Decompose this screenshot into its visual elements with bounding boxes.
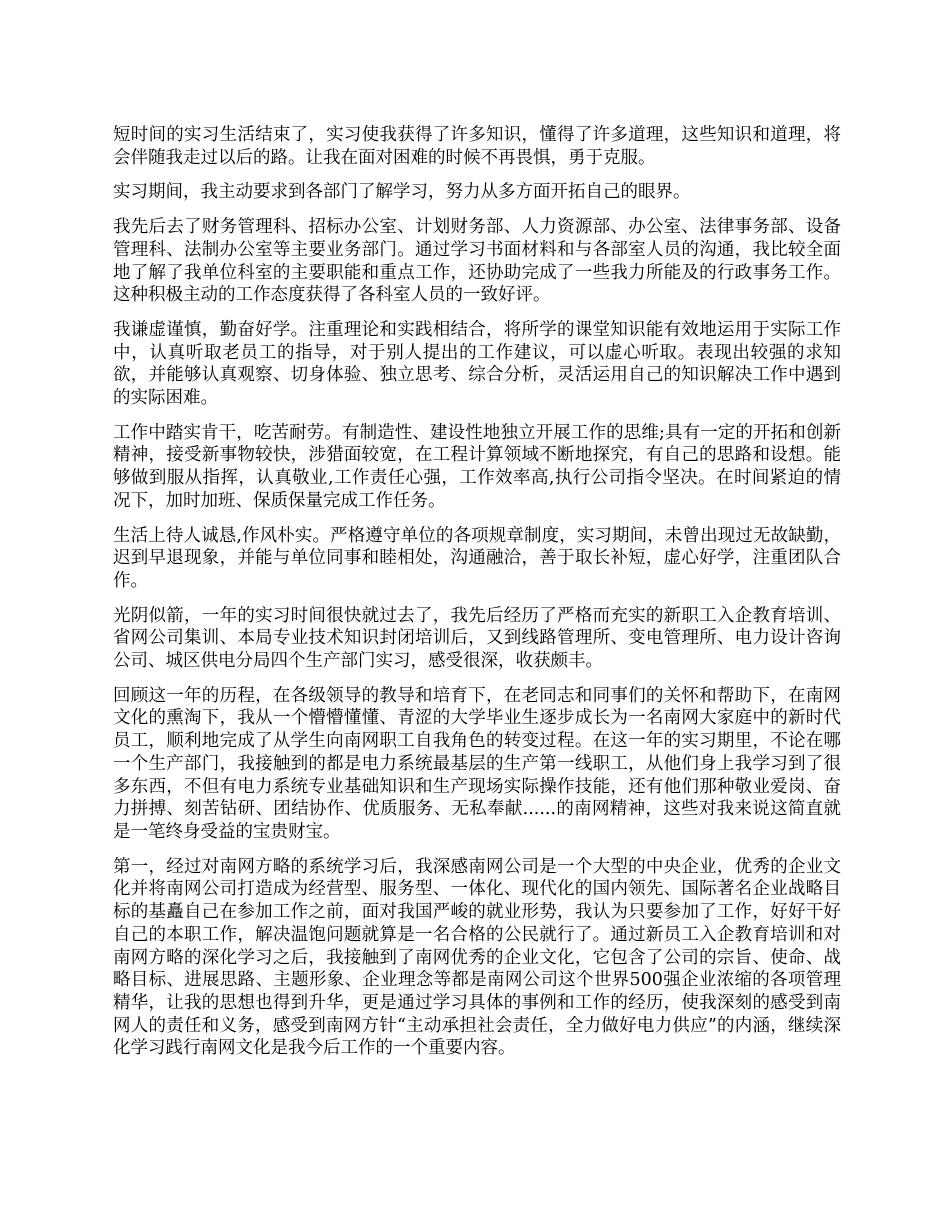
paragraph-3: 我先后去了财务管理科、招标办公室、计划财务部、人力资源部、办公室、法律事务部、设备管理科、法制办公室等主要业务部门。通过学习书面材料和与各部室人员的沟通，我比较全面地了解了我单位科室的主要职能和重点工作，还协助完成了一些我力所能及的行政事务工作。这种积极主动的工作态度获得了各科室人员的一致好评。 — [113, 217, 841, 306]
paragraph-9: 第一，经过对南网方略的系统学习后，我深感南网公司是一个大型的中央企业，优秀的企业文化并将南网公司打造成为经营型、服务型、一体化、现代化的国内领先、国际著名企业战略目标的基矗自己在参加工作之前，面对我国严峻的就业形势，我认为只要参加了工作，好好干好自己的本职工作，解决温饱问题就算是一名合格的公民就行了。通过新员工入企教育培训和对南网方略的深化学习之后，我接触到了南网优秀的企业文化，它包含了公司的宗旨、使命、战略目标、进展思路、主题形象、企业理念等都是南网公司这个世界500强企业浓缩的各项管理精华，让我的思想也得到升华，更是通过学习具体的事例和工作的经历，使我深刻的感受到南网人的责任和义务，感受到南网方针“主动承担社会责任，全力做好电力供应”的内涵，继续深化学习践行南网文化是我今后工作的一个重要内容。 — [113, 856, 841, 1059]
paragraph-4: 我谦虚谨慎，勤奋好学。注重理论和实践相结合，将所学的课堂知识能有效地运用于实际工作中，认真听取老员工的指导，对于别人提出的工作建议，可以虚心听取。表现出较强的求知欲，并能够认真观察、切身体验、独立思考、综合分析，灵活运用自己的知识解决工作中遇到的实际困难。 — [113, 319, 841, 409]
paragraph-6: 生活上待人诚恳,作风朴实。严格遵守单位的各项规章制度，实习期间，未曾出现过无故缺勤，迟到早退现象，并能与单位同事和睦相处，沟通融洽，善于取长补短，虚心好学，注重团队合作。 — [113, 525, 841, 591]
paragraph-2: 实习期间，我主动要求到各部门了解学习，努力从多方面开拓自己的眼界。 — [113, 182, 691, 203]
paragraph-5: 工作中踏实肯干，吃苦耐劳。有制造性、建设性地独立开展工作的思维;具有一定的开拓和创新精神，接受新事物较快，涉猎面较宽，在工程计算领域不断地探究，有自己的思路和设想。能够做到服从指挥，认真敬业,工作责任心强，工作效率高,执行公司指令坚决。在时间紧迫的情况下，加时加班、保质保量完成工作任务。 — [113, 422, 841, 511]
paragraph-1: 短时间的实习生活结束了，实习使我获得了许多知识，懂得了许多道理，这些知识和道理，将会伴随我走过以后的路。让我在面对困难的时候不再畏惧，勇于克服。 — [113, 125, 841, 168]
paragraph-7: 光阴似箭，一年的实习时间很快就过去了，我先后经历了严格而充实的新职工入企教育培训、省网公司集训、本局专业技术知识封闭培训后，又到线路管理所、变电管理所、电力设计咨询公司、城区供电分局四个生产部门实习，感受很深，收获颇丰。 — [113, 605, 841, 672]
paragraph-8: 回顾这一年的历程，在各级领导的教导和培育下，在老同志和同事们的关怀和帮助下，在南网文化的熏淘下，我从一个懵懵懂懂、青涩的大学毕业生逐步成长为一名南网大家庭中的新时代员工，顺利地完成了从学生向南网职工自我角色的转变过程。在这一年的实习期里，不论在哪一个生产部门，我接触到的都是电力系统最基层的生产第一线职工，从他们身上我学习到了很多东西，不但有电力系统专业基础知识和生产现场实际操作技能，还有他们那种敬业爱岗、奋力拼搏、刻苦钻研、团结协作、优质服务、无私奉献......的南网精神，这些对我来说这简直就是一笔终身受益的宝贵财宝。 — [113, 685, 841, 842]
document-body — [113, 124, 841, 1072]
